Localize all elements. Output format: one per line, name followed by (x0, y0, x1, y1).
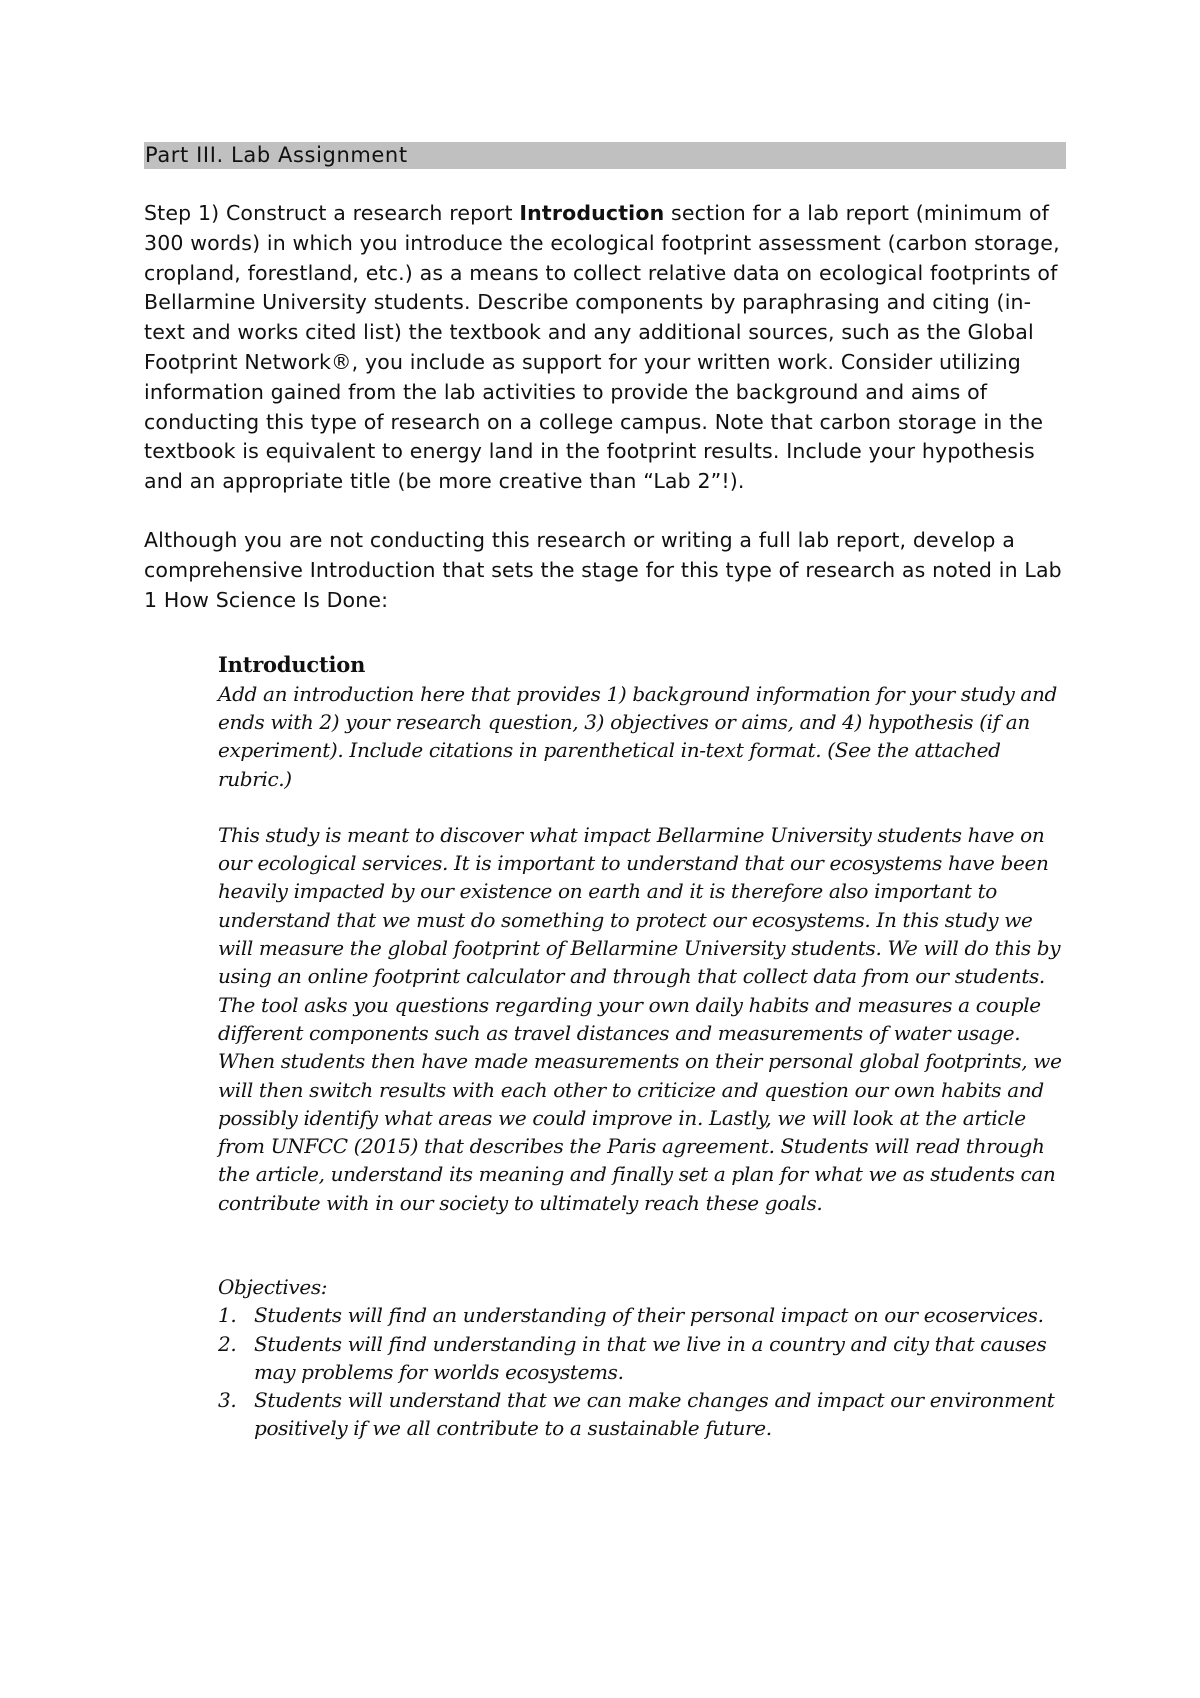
spacer (144, 497, 1066, 526)
introduction-body: This study is meant to discover what impact Bellarmine University students have on our ecological services. It is important to understand that our ecosystems have been heavily impacted by our existence on earth and it is therefore also important to understand that we must do something to protect our ecosystems. In this study we will measure the global footprint of Bellarmine University students. We will do this by using an online footprint calculator and through that collect data from our students. The tool asks you questions regarding your own daily habits and measures a couple different components such as travel distances and measurements of water usage. When students then have made measurements on their personal global footprints, we will then switch results with each other to criticize and question our own habits and possibly identify what areas we could improve in. Lastly, we will look at the article from UNFCC (2015) that describes the Paris agreement. Students will read through the article, understand its meaning and finally set a plan for what we as students can contribute with in our society to ultimately reach these goals. (218, 822, 1062, 1215)
introduction-heading: Introduction (218, 652, 366, 678)
list-text: Students will understand that we can make changes and impact our environment positively if we all contribute to a sustainable future. (254, 1388, 1055, 1441)
list-text: Students will find an understanding of their personal impact on our ecoservices. (254, 1303, 1044, 1328)
spacer (218, 793, 1066, 821)
introduction-instructions: Add an introduction here that provides 1) background information for your study and ends with 2) your research question, 3) objectives or aims, and 4) hypothesis (if an experiment). Include citations in parenthetical in-text format. (See the attached rubric.) (218, 681, 1057, 791)
spacer (218, 1217, 1066, 1273)
step1-paragraph (144, 199, 1066, 497)
step1-prefix: Step 1) Construct a research report (144, 201, 520, 225)
list-number: 3. (218, 1388, 237, 1413)
list-item (218, 1301, 1066, 1329)
list-item (218, 1330, 1066, 1387)
paragraph-2: Although you are not conducting this research or writing a full lab report, develop a comprehensive Introduction that sets the stage for this type of research as noted in Lab 1 How Science Is Done: (144, 527, 1062, 612)
introduction-block (218, 651, 1066, 1442)
step1-rest: section for a lab report (minimum of 300 words) in which you introduce the ecological footprint assessment (carbon storage, cropland, forestland, etc.) as a means to collect relative data on ecological footprints of Bellarmine University students. Describe components by paraphrasing and citing (in-text and works cited list) the textbook and any additional sources, such as the Global Footprint Network®, you include as support for your written work. Consider utilizing information gained from the lab activities to provide the background and aims of conducting this type of research on a college campus. Note that carbon storage in the textbook is equivalent to energy land in the footprint results. Include your hypothesis and an appropriate title (be more creative than “Lab 2”!). (144, 201, 1060, 494)
list-item (218, 1386, 1066, 1443)
list-number: 2. (218, 1331, 237, 1356)
objectives-label: Objectives: (218, 1275, 328, 1299)
list-text: Students will find understanding in that we live in a country and city that causes may problems for worlds ecosystems. (254, 1331, 1047, 1384)
step1-bold-word: Introduction (519, 201, 665, 225)
section-title: Part III. Lab Assignment (144, 142, 1066, 169)
document-page (144, 142, 1066, 1443)
objectives-list (218, 1301, 1066, 1442)
list-number: 1. (218, 1303, 237, 1328)
